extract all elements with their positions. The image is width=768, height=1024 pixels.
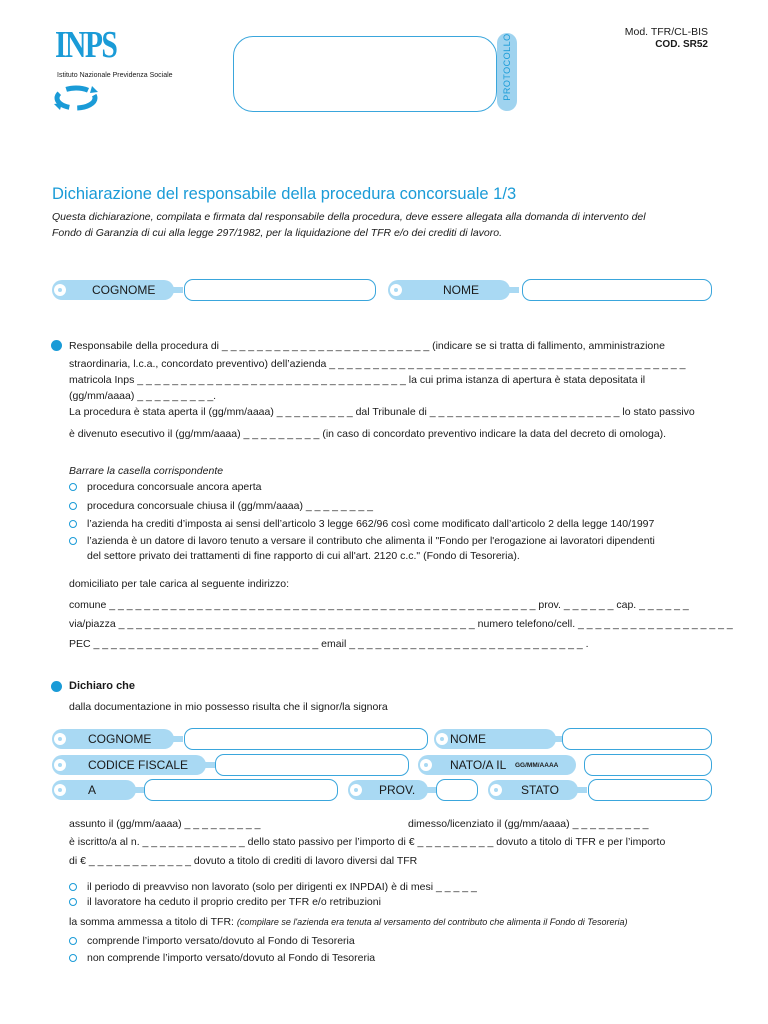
codice-fiscale-pill <box>52 755 206 775</box>
checkbox-aperta-label: procedura concorsuale ancora aperta <box>87 481 262 493</box>
address-heading: domiciliato per tale carica al seguente indirizzo: <box>69 578 290 590</box>
checkbox-fondo-label-line2: del settore privato dei trattamenti di fine rapporto di cui all'art. 2120 c.c." (Fondo di Tesoreria). <box>87 550 520 562</box>
checkbox-crediti-label: l’azienda ha crediti d’imposta ai sensi dell’articolo 3 legge 662/96 così come modificato dall’articolo 2 della legge 140/1997 <box>87 518 655 530</box>
pill-knob-icon <box>54 284 66 296</box>
checkbox-ceduto-label: il lavoratore ha ceduto il proprio credito per TFR e/o retribuzioni <box>87 896 381 908</box>
checkbox-chiusa[interactable] <box>69 502 77 510</box>
checkbox-preavviso-label: il periodo di preavviso non lavorato (solo per dirigenti ex INPDAI) è di mesi _ _ _ _ _ <box>87 881 477 893</box>
protocollo-box[interactable] <box>233 36 497 112</box>
intro-line-1: Questa dichiarazione, compilata e firmata dal responsabile della procedura, deve essere allegata alla domanda di intervento del <box>52 211 646 223</box>
prov-label: PROV. <box>379 783 416 797</box>
cod-code: COD. SR52 <box>655 39 708 50</box>
protocollo-label: PROTOCOLLO <box>502 33 512 101</box>
tfr-label <box>69 916 627 928</box>
stato-label: STATO <box>521 783 560 797</box>
section2-heading: Dichiaro che <box>69 680 136 692</box>
worker-cognome-label: COGNOME <box>88 732 152 746</box>
stato-pill <box>488 780 578 800</box>
pill-knob-icon <box>54 759 66 771</box>
luogo-a-field[interactable] <box>144 779 338 801</box>
intro-text <box>52 209 720 241</box>
codice-fiscale-label: CODICE FISCALE <box>88 758 189 772</box>
checkbox-non-comprende[interactable] <box>69 954 77 962</box>
nato-il-label: NATO/A IL <box>450 758 507 772</box>
crediti-line: di € _ _ _ _ _ _ _ _ _ _ _ _ dovuto a titolo di crediti di lavoro diversi dal TFR <box>69 855 418 867</box>
checkbox-comprende[interactable] <box>69 937 77 945</box>
tfr-label-text: la somma ammessa a titolo di TFR: <box>69 916 234 928</box>
prov-field[interactable] <box>436 779 478 801</box>
worker-nome-pill <box>434 729 556 749</box>
tfr-note: (compilare se l'azienda era tenuta al versamento del contributo che alimenta il Fondo di Tesoreria) <box>236 917 628 927</box>
nome-label: NOME <box>443 283 479 297</box>
pill-knob-icon <box>436 733 448 745</box>
section1-line-5: La procedura è stata aperta il (gg/mm/aaaa) _ _ _ _ _ _ _ _ _ dal Tribunale di _ _ _ _ _ _ _ _ _ _ _ _ _ _ _ _ _ _ _ _ _ _ lo stato passivo <box>69 406 695 418</box>
logo-subtitle: Istituto Nazionale Previdenza Sociale <box>57 72 173 79</box>
nato-il-pill <box>418 755 576 775</box>
worker-cognome-pill <box>52 729 174 749</box>
cognome-label: COGNOME <box>92 283 156 297</box>
section1-line-6: è divenuto esecutivo il (gg/mm/aaaa) _ _ _ _ _ _ _ _ _ (in caso di concordato preventivo indicare la data del decreto di omologa). <box>69 428 667 440</box>
pill-knob-icon <box>420 759 432 771</box>
checkbox-chiusa-label: procedura concorsuale chiusa il (gg/mm/aaaa) _ _ _ _ _ _ _ _ <box>87 500 373 512</box>
checkbox-fondo-label: l’azienda è un datore di lavoro tenuto a versare il contributo che alimenta il "Fondo per l'erogazione ai lavoratori dipendenti <box>87 535 655 547</box>
stato-field[interactable] <box>588 779 712 801</box>
checkbox-preavviso[interactable] <box>69 883 77 891</box>
pill-knob-icon <box>490 784 502 796</box>
checkbox-crediti-imposta[interactable] <box>69 520 77 528</box>
worker-cognome-field[interactable] <box>184 728 428 750</box>
iscritto-line: è iscritto/a al n. _ _ _ _ _ _ _ _ _ _ _ _ dello stato passivo per l’importo di € _ _ _ _ _ _ _ _ _ dovuto a titolo di TFR e per l’importo <box>69 836 666 848</box>
section1-line-2: straordinaria, l.c.a., concordato preventivo) dell’azienda _ _ _ _ _ _ _ _ _ _ _ _ _ _ _ _ _ _ _ _ _ _ _ _ _ _ _ _ _ _ _ _ _ _ _ _ _ _ _ _ _ <box>69 358 686 370</box>
nato-il-field[interactable] <box>584 754 712 776</box>
luogo-a-label: A <box>88 783 97 797</box>
dimesso-line: dimesso/licenziato il (gg/mm/aaaa) _ _ _ _ _ _ _ _ _ <box>408 818 649 830</box>
pill-knob-icon <box>54 733 66 745</box>
checkbox-fondo-tesoreria[interactable] <box>69 537 77 545</box>
luogo-a-pill <box>52 780 136 800</box>
intro-line-2: Fondo di Garanzia di cui alla legge 297/1982, per la liquidazione del TFR e/o dei crediti di lavoro. <box>52 227 503 239</box>
checkbox-ceduto[interactable] <box>69 898 77 906</box>
section-bullet-icon <box>51 681 62 692</box>
worker-nome-field[interactable] <box>562 728 712 750</box>
nome-label-pill <box>388 280 510 300</box>
page-title: Dichiarazione del responsabile della procedura concorsuale 1/3 <box>52 185 517 203</box>
nato-il-format: GG/MM/AAAA <box>515 762 559 769</box>
mod-code: Mod. TFR/CL-BIS <box>624 26 708 38</box>
pill-knob-icon <box>54 784 66 796</box>
section1-line-3: matricola Inps _ _ _ _ _ _ _ _ _ _ _ _ _ _ _ _ _ _ _ _ _ _ _ _ _ _ _ _ _ _ _ la cui prima istanza di apertura è stata depositata il <box>69 374 646 386</box>
nome-field[interactable] <box>522 279 712 301</box>
pill-knob-icon <box>350 784 362 796</box>
inps-logo: INPS <box>55 24 117 66</box>
section2-text: dalla documentazione in mio possesso risulta che il signor/la signora <box>69 701 388 713</box>
checkbox-comprende-label: comprende l’importo versato/dovuto al Fondo di Tesoreria <box>87 935 355 947</box>
checkbox-non-comprende-label: non comprende l’importo versato/dovuto al Fondo di Tesoreria <box>87 952 376 964</box>
address-line-via: via/piazza _ _ _ _ _ _ _ _ _ _ _ _ _ _ _ _ _ _ _ _ _ _ _ _ _ _ _ _ _ _ _ _ _ _ _ _ _ _ _ _ _ numero telefono/cell. _ _ _ _ _ _ _ _ _ _ _ _ _ _ _ _ _ _ <box>69 618 733 630</box>
section-bullet-icon <box>51 340 62 351</box>
codice-fiscale-field[interactable] <box>215 754 409 776</box>
address-line-pec: PEC _ _ _ _ _ _ _ _ _ _ _ _ _ _ _ _ _ _ _ _ _ _ _ _ _ _ email _ _ _ _ _ _ _ _ _ _ _ _ _ _ _ _ _ _ _ _ _ _ _ _ _ _ _ . <box>69 638 589 650</box>
section1-line-4: (gg/mm/aaaa) _ _ _ _ _ _ _ _ _. <box>69 390 217 402</box>
cognome-field[interactable] <box>184 279 376 301</box>
address-line-comune: comune _ _ _ _ _ _ _ _ _ _ _ _ _ _ _ _ _ _ _ _ _ _ _ _ _ _ _ _ _ _ _ _ _ _ _ _ _ _ _ _ _ _ _ _ _ _ _ _ _ prov. _ _ _ _ _ _ cap. _ _ _ _ _ _ <box>69 599 689 611</box>
checkbox-heading: Barrare la casella corrispondente <box>69 465 224 477</box>
assunto-line: assunto il (gg/mm/aaaa) _ _ _ _ _ _ _ _ _ <box>69 818 261 830</box>
cognome-label-pill <box>52 280 174 300</box>
logo-arrows-icon <box>52 82 100 114</box>
section1-line-1: Responsabile della procedura di _ _ _ _ _ _ _ _ _ _ _ _ _ _ _ _ _ _ _ _ _ _ _ _ (indicare se si tratta di fallimento, amministrazione <box>69 340 665 352</box>
pill-knob-icon <box>390 284 402 296</box>
checkbox-aperta[interactable] <box>69 483 77 491</box>
prov-pill <box>348 780 428 800</box>
worker-nome-label: NOME <box>450 732 486 746</box>
